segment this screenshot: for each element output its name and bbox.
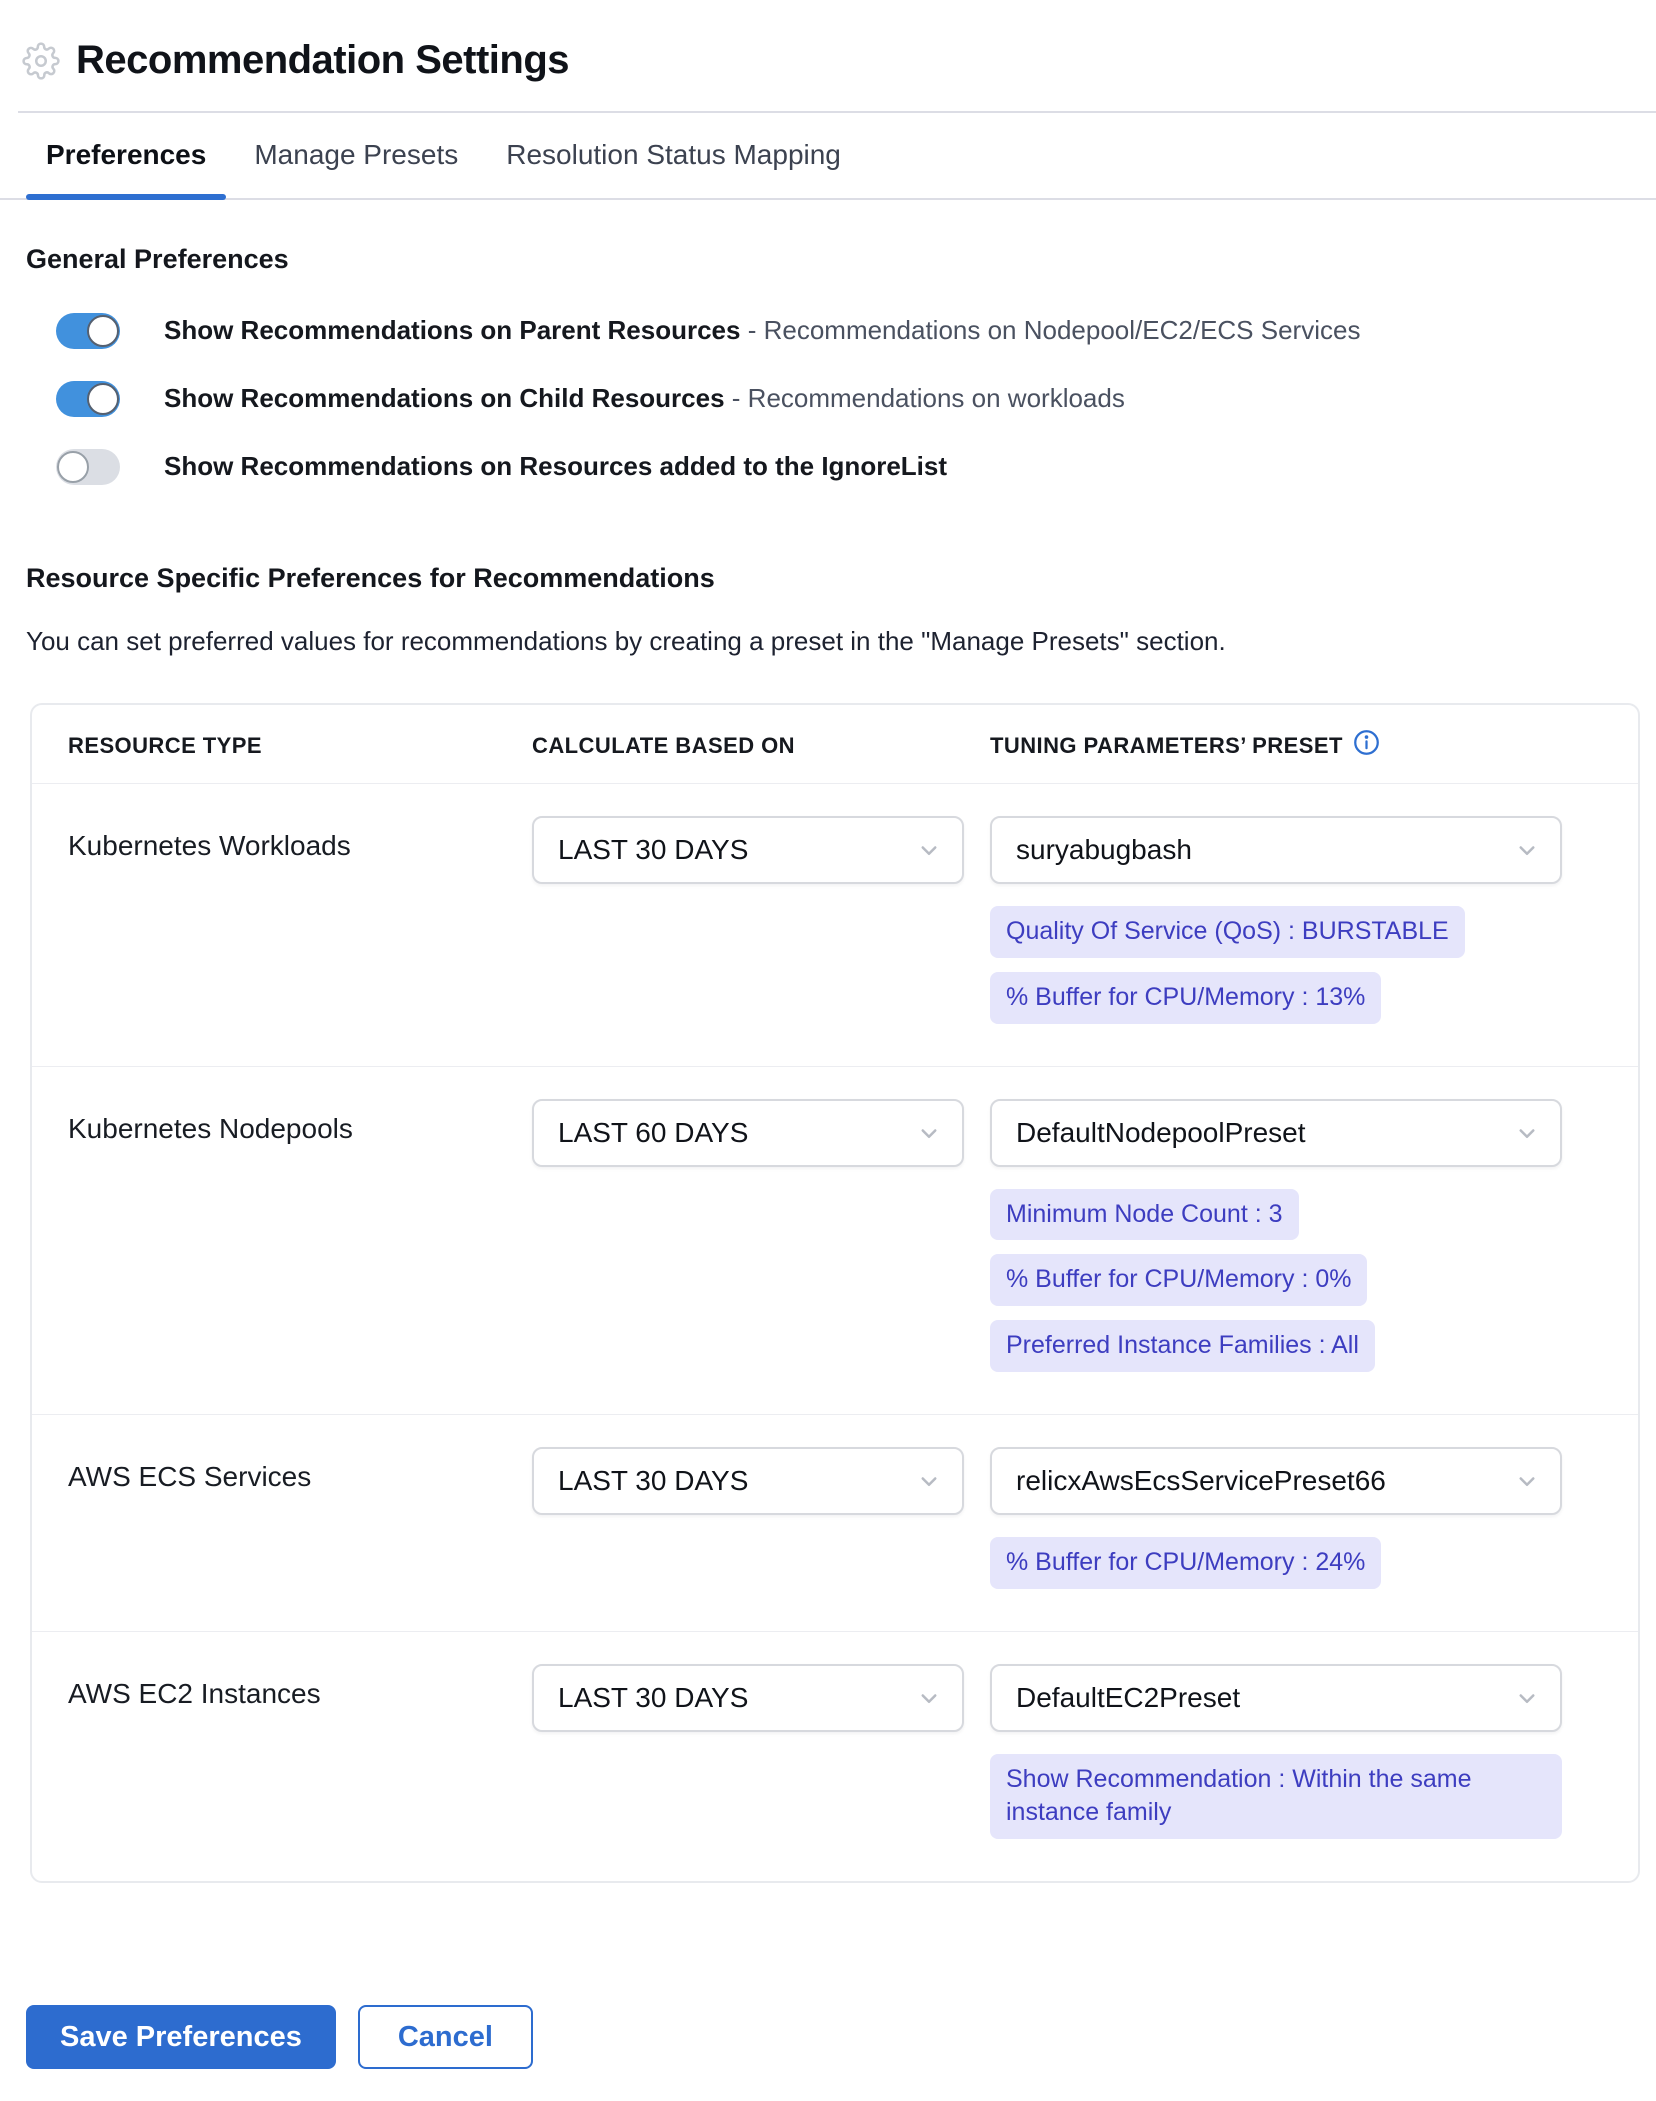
calculate-based-on-value: LAST 30 DAYS — [558, 834, 749, 865]
chevron-down-icon — [1512, 835, 1542, 865]
preset-parameter-chip: % Buffer for CPU/Memory : 24% — [990, 1537, 1381, 1589]
table-header-row — [32, 705, 1638, 784]
tab-preferences[interactable]: Preferences — [26, 113, 226, 198]
tuning-preset-value: DefaultEC2Preset — [1016, 1681, 1241, 1713]
preset-parameter-chip: Quality Of Service (QoS) : BURSTABLE — [990, 906, 1465, 958]
chevron-down-icon — [914, 1118, 944, 1148]
preset-parameter-chips — [990, 1754, 1602, 1854]
table-row — [32, 1066, 1638, 1414]
calculate-based-on-select[interactable] — [532, 1099, 964, 1167]
chevron-down-icon — [1512, 1683, 1542, 1713]
general-preferences-heading: General Preferences — [26, 244, 289, 274]
table-row — [32, 784, 1638, 1066]
toggle-switch[interactable] — [56, 381, 120, 417]
chevron-down-icon — [914, 1683, 944, 1713]
resource-preferences-description: You can set preferred values for recommendations by creating a preset in the "Manage Presets" section. — [26, 626, 1226, 656]
toggle-row — [56, 313, 1656, 349]
page-header — [0, 0, 1656, 111]
table-row — [32, 1414, 1638, 1631]
tuning-preset-value: DefaultNodepoolPreset — [1016, 1116, 1306, 1148]
calculate-based-on-select[interactable] — [532, 816, 964, 884]
preset-parameter-chip: Show Recommendation : Within the same instance family — [990, 1754, 1562, 1840]
preset-parameter-chip: % Buffer for CPU/Memory : 13% — [990, 972, 1381, 1024]
resource-preferences-heading: Resource Specific Preferences for Recommendations — [26, 563, 715, 593]
tuning-preset-value: suryabugbash — [1016, 834, 1192, 865]
table-body — [32, 784, 1638, 1881]
preset-parameter-chips — [990, 1189, 1602, 1386]
toggle-list — [0, 313, 1656, 485]
calculate-based-on-select[interactable] — [532, 1664, 964, 1732]
preset-parameter-chip: Preferred Instance Families : All — [990, 1320, 1375, 1372]
page-title: Recommendation Settings — [76, 38, 570, 82]
preset-parameter-chips — [990, 906, 1602, 1038]
tuning-preset-select[interactable] — [990, 816, 1562, 884]
resource-type-label: AWS ECS Services — [68, 1460, 312, 1492]
toggle-knob — [87, 383, 119, 415]
calculate-based-on-value: LAST 60 DAYS — [558, 1116, 749, 1148]
chevron-down-icon — [1512, 1118, 1542, 1148]
toggle-description: - Recommendations on Nodepool/EC2/ECS Services — [747, 315, 1361, 346]
toggle-switch[interactable] — [56, 313, 120, 349]
toggle-label: Show Recommendations on Child Resources — [164, 383, 725, 414]
column-header-resource-type: RESOURCE TYPE — [68, 733, 262, 758]
calculate-based-on-value: LAST 30 DAYS — [558, 1464, 749, 1496]
tab-bar — [0, 113, 1656, 200]
toggle-label: Show Recommendations on Resources added to the IgnoreList — [164, 451, 947, 482]
toggle-row — [56, 449, 1656, 485]
resource-preferences-table — [30, 703, 1640, 1883]
toggle-row — [56, 381, 1656, 417]
preset-parameter-chips — [990, 1537, 1602, 1603]
preset-parameter-chip: % Buffer for CPU/Memory : 0% — [990, 1254, 1367, 1306]
resource-type-label: Kubernetes Workloads — [68, 830, 351, 861]
toggle-switch[interactable] — [56, 449, 120, 485]
gear-icon — [22, 42, 60, 80]
chevron-down-icon — [914, 1466, 944, 1496]
chevron-down-icon — [1512, 1466, 1542, 1496]
preset-parameter-chip: Minimum Node Count : 3 — [990, 1189, 1299, 1241]
toggle-label: Show Recommendations on Parent Resources — [164, 315, 741, 346]
column-header-calculate-based-on: CALCULATE BASED ON — [532, 733, 795, 758]
resource-type-label: Kubernetes Nodepools — [68, 1112, 353, 1144]
tuning-preset-select[interactable] — [990, 1664, 1562, 1732]
toggle-knob — [87, 315, 119, 347]
toggle-description: - Recommendations on workloads — [731, 383, 1125, 414]
tab-manage-presets[interactable]: Manage Presets — [254, 139, 459, 170]
table-row — [32, 1631, 1638, 1882]
tab-resolution-status-mapping[interactable]: Resolution Status Mapping — [506, 139, 841, 170]
save-preferences-button[interactable]: Save Preferences — [26, 2005, 336, 2069]
cancel-button[interactable]: Cancel — [358, 2005, 533, 2069]
tuning-preset-value: relicxAwsEcsServicePreset66 — [1016, 1464, 1386, 1496]
calculate-based-on-value: LAST 30 DAYS — [558, 1681, 749, 1713]
calculate-based-on-select[interactable] — [532, 1447, 964, 1515]
tuning-preset-select[interactable] — [990, 1447, 1562, 1515]
toggle-knob — [57, 451, 89, 483]
column-header-tuning-preset: TUNING PARAMETERS’ PRESET — [990, 733, 1602, 759]
resource-type-label: AWS EC2 Instances — [68, 1677, 321, 1709]
chevron-down-icon — [914, 835, 944, 865]
footer-actions — [26, 2005, 1656, 2101]
info-icon[interactable] — [1353, 729, 1380, 756]
tuning-preset-select[interactable] — [990, 1099, 1562, 1167]
